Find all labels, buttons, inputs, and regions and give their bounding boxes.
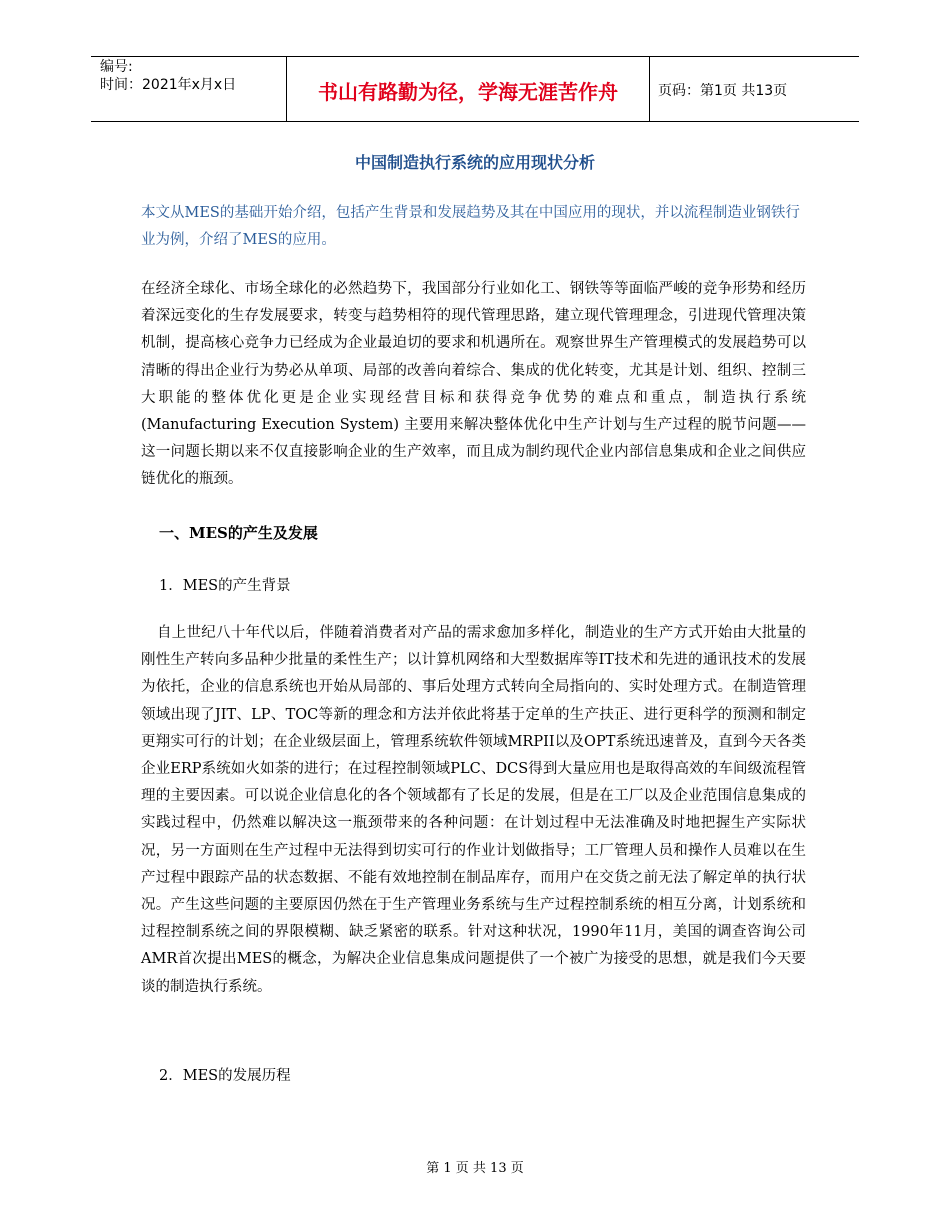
abstract-paragraph: 本文从MES的基础开始介绍，包括产生背景和发展趋势及其在中国应用的现状，并以流程制造业钢铁行业为例，介绍了MES的应用。 — [141, 205, 800, 248]
header-motto: 书山有路勤为径，学海无涯苦作舟 — [318, 80, 618, 104]
header-time-label: 时间：2021年x月x日 — [100, 77, 237, 93]
document-title: 中国制造执行系统的应用现状分析 — [354, 153, 595, 172]
subsection-heading-1: 1．MES的产生背景 — [159, 578, 291, 594]
header-top-rule — [91, 56, 859, 57]
header-meta — [100, 58, 236, 94]
header-page-info: 页码：第1页 共13页 — [658, 83, 788, 99]
header-bottom-rule — [91, 121, 859, 122]
background-paragraph: 自上世纪八十年代以后，伴随着消费者对产品的需求愈加多样化，制造业的生产方式开始由大批量的刚性生产转向多品种少批量的柔性生产；以计算机网络和大型数据库等IT技术和先进的通讯技术的发展为依托，企业的信息系统也开始从局部的、事后处理方式转向全局指向的、实时处理方式。在制造管理领域出现了JIT、LP、TOC等新的理念和方法并依此将基于定单的生产扶正、进行更科学的预测和制定更翔实可行的计划；在企业级层面上，管理系统软件领域MRPII以及OPT系统迅速普及，直到今天各类企业ERP系统如火如荼的进行；在过程控制领域PLC、DCS得到大量应用也是取得高效的车间级流程管理的主要因素。可以说企业信息化的各个领域都有了长足的发展，但是在工厂以及企业范围信息集成的实践过程中，仍然难以解决这一瓶颈带来的各种问题：在计划过程中无法准确及时地把握生产实际状况，另一方面则在生产过程中无法得到切实可行的作业计划做指导；工厂管理人员和操作人员难以在生产过程中跟踪产品的状态数据、不能有效地控制在制品库存，而用户在交货之前无法了解定单的执行状况。产生这些问题的主要原因仍然在于生产管理业务系统与生产过程控制系统的相互分离，计划系统和过程控制系统之间的界限模糊、缺乏紧密的联系。针对这种状况，1990年11月，美国的调查咨询公司AMR首次提出MES的概念，为解决企业信息集成问题提供了一个被广为接受的思想，就是我们今天要谈的制造执行系统。 — [141, 625, 806, 995]
header-number-label: 编号: — [100, 59, 133, 75]
header-divider-right — [649, 57, 650, 122]
section-heading-1: 一、MES的产生及发展 — [159, 524, 318, 542]
intro-paragraph: 在经济全球化、市场全球化的必然趋势下，我国部分行业如化工、钢铁等等面临严峻的竞争形势和经历着深远变化的生存发展要求，转变与趋势相符的现代管理思路，建立现代管理理念，引进现代管理决策机制，提高核心竞争力已经成为企业最迫切的要求和机遇所在。观察世界生产管理模式的发展趋势可以清晰的得出企业行为势必从单项、局部的改善向着综合、集成的优化转变，尤其是计划、组织、控制三大职能的整体优化更是企业实现经营目标和获得竞争优势的难点和重点，制造执行系统(Manufacturing Execution System) 主要用来解决整体优化中生产计划与生产过程的脱节问题——这一问题长期以来不仅直接影响企业的生产效率，而且成为制约现代企业内部信息集成和企业之间供应链优化的瓶颈。 — [141, 281, 806, 488]
subsection-heading-2: 2．MES的发展历程 — [159, 1068, 291, 1084]
page-footer: 第 1 页 共 13 页 — [426, 1161, 524, 1176]
